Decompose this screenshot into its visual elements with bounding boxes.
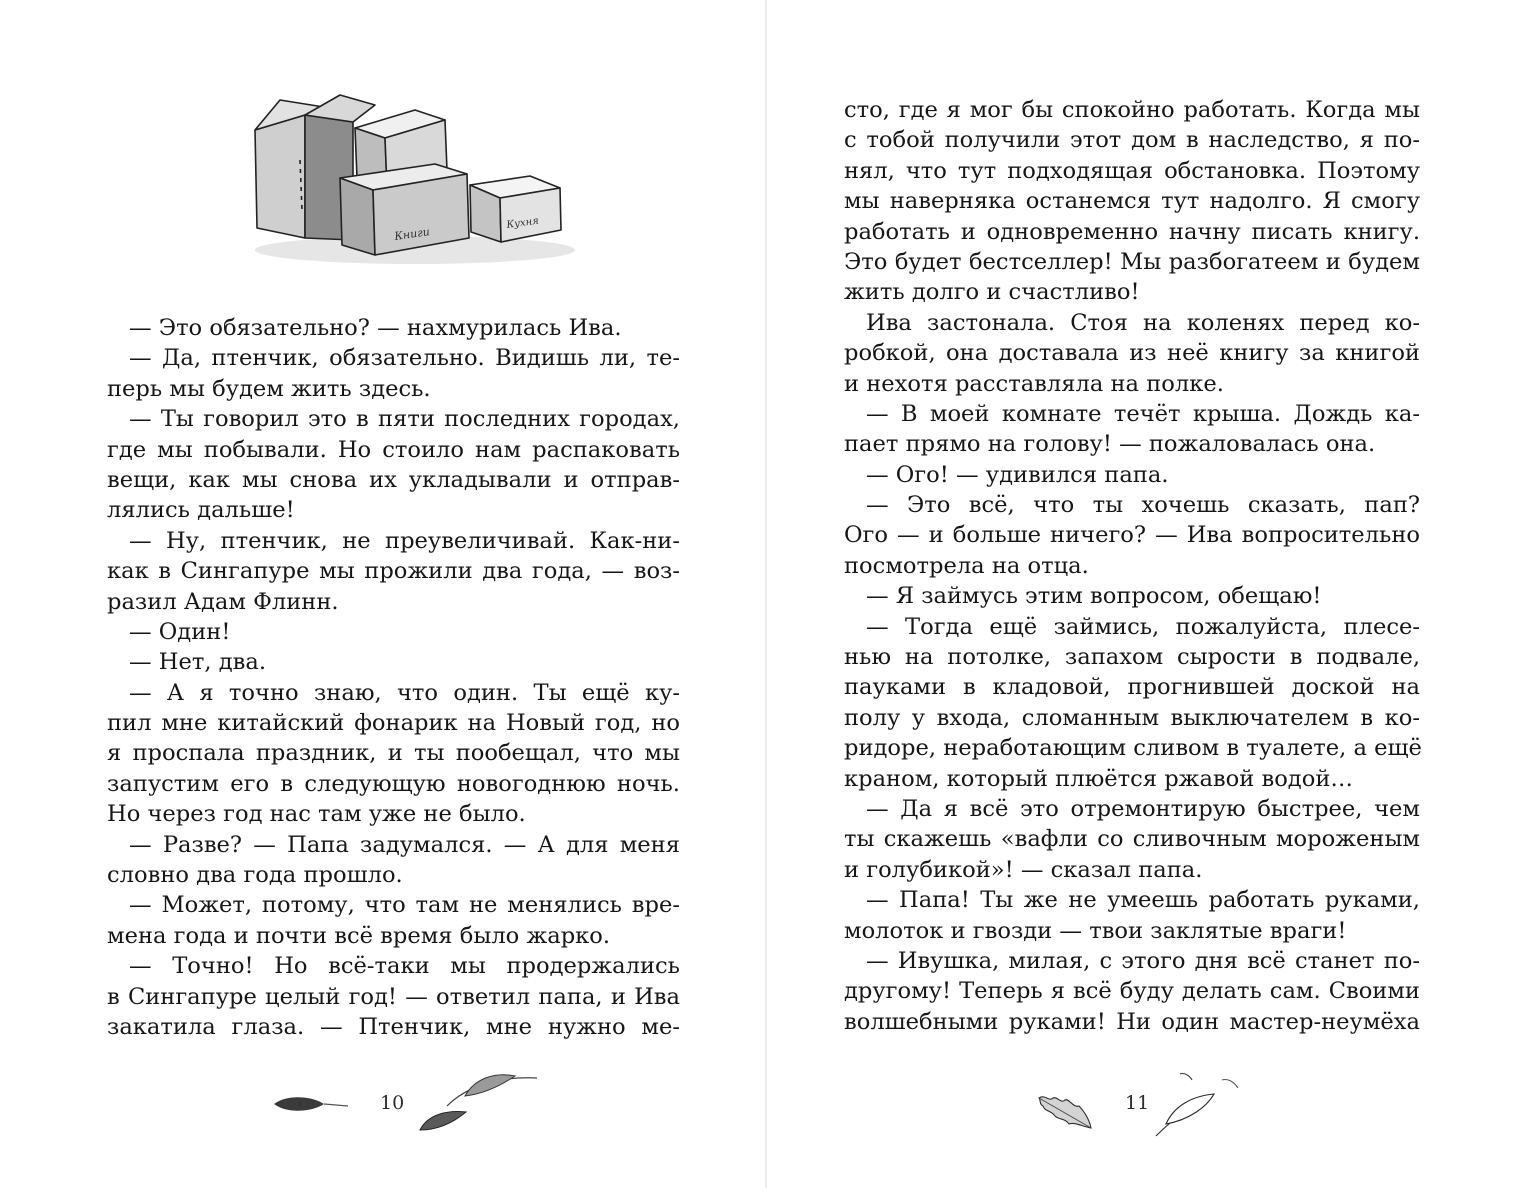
left-page-text [107,313,680,1042]
text-line: — Да я всё это отремонтирую быстрее, чем [866,795,1420,822]
text-line: в Сингапуре целый год! — ответил папа, и Ива [107,983,680,1010]
text-line: — Ты говорил это в пяти последних городах, [129,406,680,433]
text-line: мена года и почти всё время было жарко. [107,922,611,949]
text-line: — Разве? — Папа задумался. — А для меня [129,831,680,858]
text-line: другому! Теперь я всё буду делать сам. Своими [844,978,1420,1005]
text-line: и голубикой»! — сказал папа. [844,856,1203,883]
text-line: нял, что тут подходящая обстановка. Поэтому [844,157,1420,184]
text-line: сто, где я мог бы спокойно работать. Когда мы [844,97,1420,123]
text-line: краном, который плюётся ржавой водой… [844,765,1353,792]
right-page [767,0,1534,1188]
text-line: — Точно! Но всё-таки мы продержались [129,953,680,980]
text-line: с тобой получили этот дом в наследство, я по- [844,127,1420,154]
boxes-illustration [245,90,580,280]
text-line: пает прямо на голову! — пожаловалась она. [844,431,1376,458]
text-line: полу у входа, сломанным выключателем в ко- [844,704,1420,731]
right-page-text [844,95,1420,1037]
left-page [0,0,766,1188]
text-line: — Ивушка, милая, с этого дня всё станет по- [866,947,1420,974]
text-line: Ого — и больше ничего? — Ива вопросительно [844,522,1420,549]
text-line: и нехотя расставляла на полке. [844,370,1224,397]
text-line: — Ого! — удивился папа. [866,461,1169,488]
box-label-books: Книги [393,225,431,243]
leaf-icon [1152,1070,1242,1140]
text-line: посмотрела на отца. [844,552,1089,579]
text-line: молоток и гвозди — твои заклятые враги! [844,917,1347,944]
text-line: как в Сингапуре мы прожили два года, — воз- [107,558,680,585]
text-line: — Я займусь этим вопросом, обещаю! [866,583,1322,610]
box-label-kitchen: Кухня [505,215,540,231]
text-line: где мы побывали. Но стоило нам распаковать [107,436,680,463]
text-line: — Ну, птенчик, не преувеличивай. Как-ни- [129,527,680,554]
page-number: 10 [380,1092,405,1114]
text-line: — Нет, два. [129,649,266,676]
text-line: Ива застонала. Стоя на коленях перед ко- [866,309,1420,336]
text-line: — Да, птенчик, обязательно. Видишь ли, те- [129,345,680,372]
text-line: лялись дальше! [107,497,295,524]
text-line: — Может, потому, что там не менялись вре- [129,892,680,919]
text-line: мы наверняка останемся тут надолго. Я смогу [844,188,1420,215]
text-line: — Один! [129,618,231,645]
text-line: разил Адам Флинн. [107,588,339,615]
text-line: пауками в кладовой, прогнившей доской на [844,674,1420,701]
text-line: — Это обязательно? — нахмурилась Ива. [129,315,622,341]
leaf-icon [272,1090,352,1120]
text-line: — Папа! Ты же не умеешь работать руками, [866,887,1420,914]
text-line: перь мы будем жить здесь. [107,375,431,402]
text-line: Но через год нас там уже не было. [107,801,526,828]
text-line: пил мне китайский фонарик на Новый год, но [107,710,680,737]
text-line: закатила глаза. — Птенчик, мне нужно ме- [107,1013,680,1040]
oak-leaf-icon [1035,1088,1095,1136]
text-line: запустим его в следующую новогоднюю ночь. [107,770,680,797]
text-line: волшебными руками! Ни один мастер-неумёха [844,1008,1420,1035]
text-line: — В моей комнате течёт крыша. Дождь ка- [866,400,1420,427]
page-number: 11 [1125,1092,1150,1114]
text-line: вещи, как мы снова их укладывали и отправ- [107,466,680,493]
text-line: робкой, она доставала из неё книгу за книгой [844,340,1420,367]
text-line: я проспала праздник, и ты пообещал, что мы [107,740,680,767]
text-line: ридоре, неработающим сливом в туалете, а ещё [844,735,1422,762]
text-line: работать и одновременно начну писать книгу. [844,218,1420,245]
text-line: — А я точно знаю, что один. Ты ещё ку- [129,679,680,706]
text-line: словно два года прошло. [107,862,403,889]
leaf-icon [418,1108,468,1134]
text-line: ты скажешь «вафли со сливочным мороженым [844,826,1420,853]
text-line: — Тогда ещё займись, пожалуйста, плесе- [866,613,1420,640]
leaf-icon [445,1068,540,1108]
text-line: жить долго и счастливо! [844,279,1140,306]
text-line: — Это всё, что ты хочешь сказать, пап? [866,492,1420,519]
text-line: Это будет бестселлер! Мы разбогатеем и будем [844,248,1420,275]
text-line: нью на потолке, запахом сырости в подвале, [844,644,1420,671]
